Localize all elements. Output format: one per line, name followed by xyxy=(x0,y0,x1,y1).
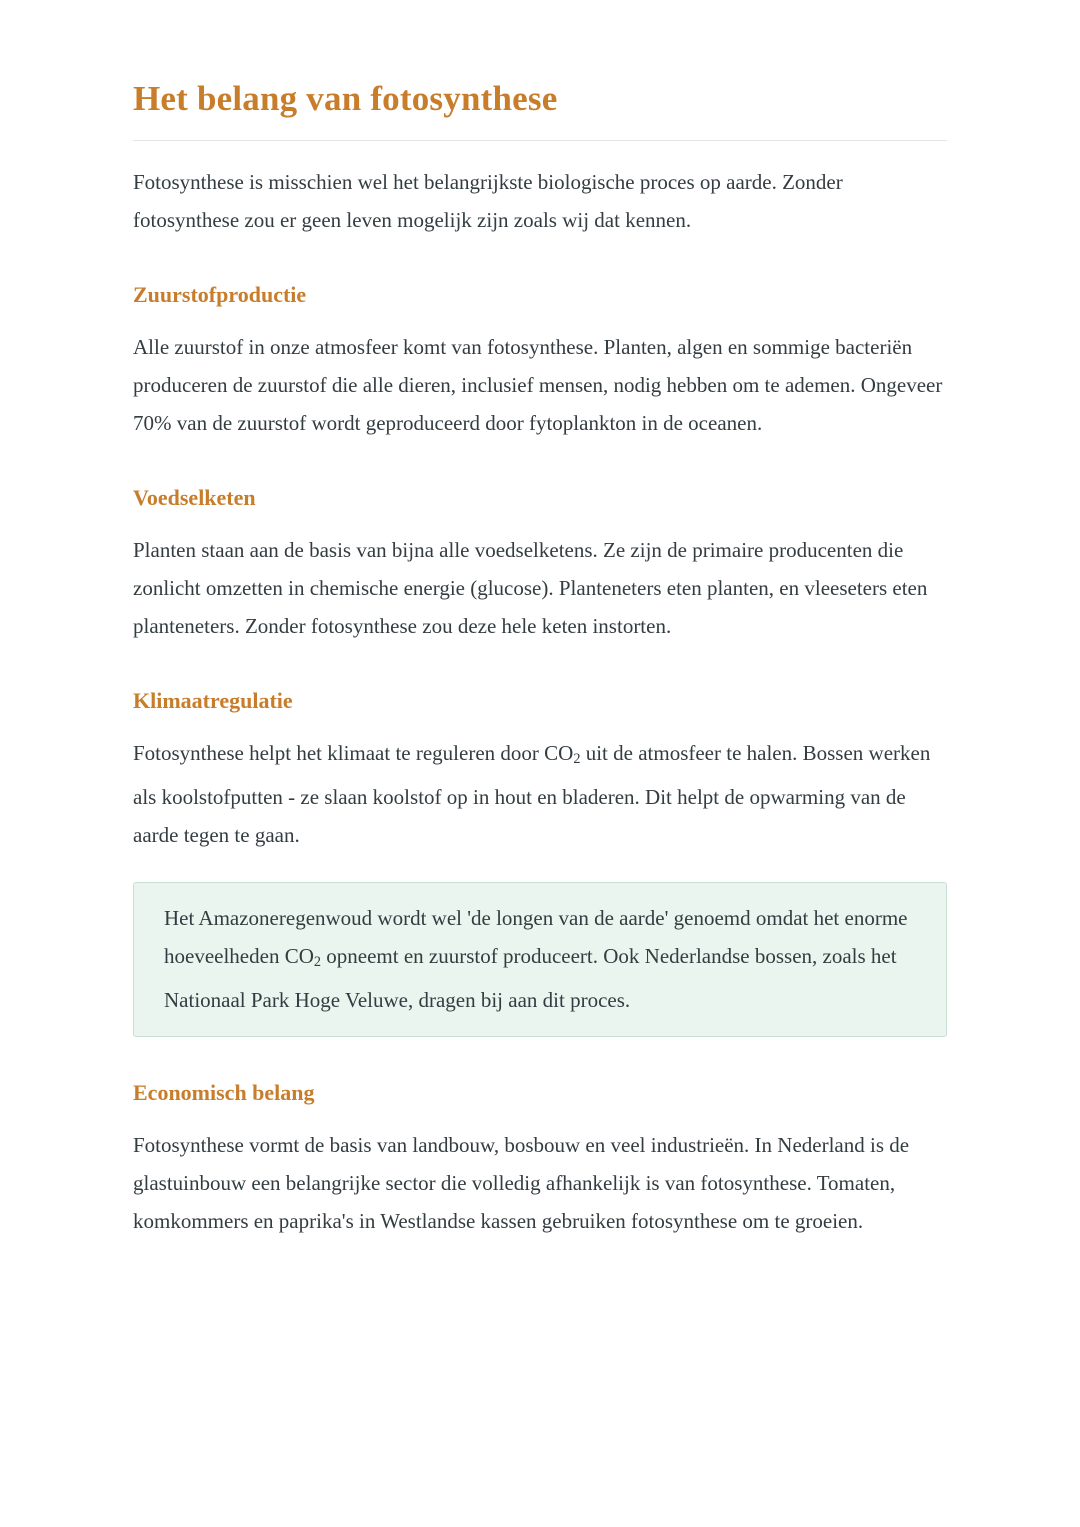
title-divider xyxy=(133,140,947,141)
info-callout xyxy=(133,882,947,1037)
section-heading-klimaatregulatie: Klimaatregulatie xyxy=(133,688,293,713)
page-title: Het belang van fotosynthese xyxy=(133,79,558,118)
section-voedselketen xyxy=(133,484,947,645)
callout-paragraph: Het Amazoneregenwoud wordt wel 'de longen van de aarde' genoemd omdat het enorme hoeveelheden $CO_2$ opneemt en zuurstof produceert. Ook Nederlandse bossen, zoals het Nationaal Park Hoge Veluwe, dragen bij aan dit proces. xyxy=(164,906,908,1013)
section-paragraph-economisch-belang: Fotosynthese vormt de basis van landbouw, bosbouw en veel industrieën. In Nederland is de glastuinbouw een belangrijke sector die volledig afhankelijk is van fotosynthese. Tomaten, komkommers en paprika's in Westlandse kassen gebruiken fotosynthese om te groeien. xyxy=(133,1133,910,1234)
section-paragraph-zuurstofproductie: Alle zuurstof in onze atmosfeer komt van fotosynthese. Planten, algen en sommige bacteriën produceren de zuurstof die alle dieren, inclusief mensen, nodig hebben om te ademen. Ongeveer 70% van de zuurstof wordt geproduceerd door fytoplankton in de oceanen. xyxy=(133,335,943,435)
section-paragraph-klimaatregulatie: Fotosynthese helpt het klimaat te reguleren door $CO_2$ uit de atmosfeer te halen. Bossen werken als koolstofputten - ze slaan koolstof op in hout en bladeren. Dit helpt de opwarming van de aarde tegen te gaan. xyxy=(133,741,931,848)
section-heading-voedselketen: Voedselketen xyxy=(133,485,256,510)
section-paragraph-voedselketen: Planten staan aan de basis van bijna alle voedselketens. Ze zijn de primaire producenten die zonlicht omzetten in chemische energie (glucose). Planteneters eten planten, en vleeseters eten planteneters. Zonder fotosynthese zou deze hele keten instorten. xyxy=(133,538,928,638)
section-heading-economisch-belang: Economisch belang xyxy=(133,1080,315,1106)
section-heading-zuurstofproductie: Zuurstofproductie xyxy=(133,282,307,307)
section-economisch-belang xyxy=(133,1079,947,1240)
section-zuurstofproductie xyxy=(133,281,947,442)
intro-paragraph: Fotosynthese is misschien wel het belangrijkste biologische proces op aarde. Zonder fotosynthese zou er geen leven mogelijk zijn zoals wij dat kennen. xyxy=(133,170,843,232)
section-klimaatregulatie xyxy=(133,687,947,854)
document-page xyxy=(133,0,947,1240)
